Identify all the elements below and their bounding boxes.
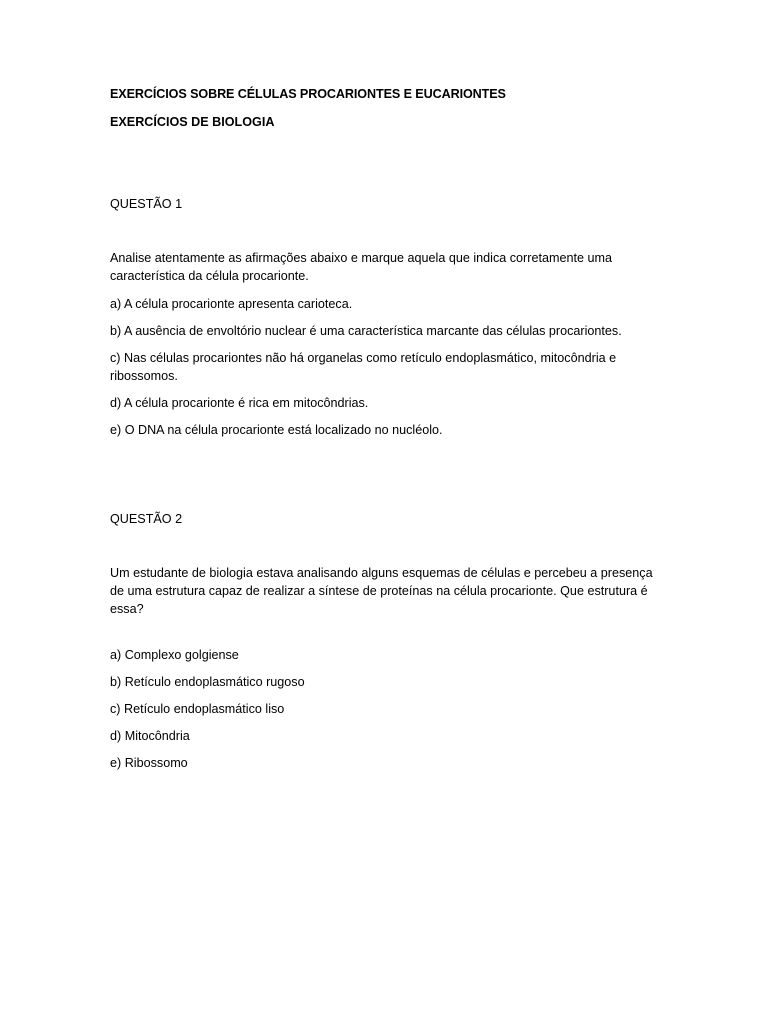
question-heading: QUESTÃO 1 [110,197,183,211]
answer-option-d: d) Mitocôndria [110,729,190,743]
answer-option-d: d) A célula procarionte é rica em mitocôndrias. [110,396,369,410]
answer-option-a: a) Complexo golgiense [110,648,239,662]
answer-option-b: b) A ausência de envoltório nuclear é uma característica marcante das células procariontes. [110,324,622,338]
answer-option-e: e) Ribossomo [110,756,188,770]
answer-option-c: c) Nas células procariontes não há organelas como retículo endoplasmático, mitocôndria e ribossomos. [110,351,617,383]
spacer [110,131,670,195]
question-1 [110,195,670,439]
spacer [110,285,670,295]
question-2 [110,510,670,772]
question-heading: QUESTÃO 2 [110,512,183,526]
answer-option-e: e) O DNA na célula procarionte está localizado no nucléolo. [110,423,443,437]
answer-option-c: c) Retículo endoplasmático liso [110,702,285,716]
document-content [110,85,670,781]
answer-option-a: a) A célula procarionte apresenta carioteca. [110,297,353,311]
spacer [110,618,670,646]
document-subtitle: EXERCÍCIOS DE BIOLOGIA [110,115,275,129]
document-title: EXERCÍCIOS SOBRE CÉLULAS PROCARIONTES E EUCARIONTES [110,87,506,101]
spacer [110,448,670,510]
spacer [110,528,670,564]
answer-option-b: b) Retículo endoplasmático rugoso [110,675,305,689]
spacer [110,213,670,249]
question-statement: Um estudante de biologia estava analisando alguns esquemas de células e percebeu a presença de uma estrutura capaz de realizar a síntese de proteínas na célula procarionte. Que estrutura é essa? [110,566,653,616]
question-statement: Analise atentamente as afirmações abaixo e marque aquela que indica corretamente uma característica da célula procarionte. [110,251,612,283]
